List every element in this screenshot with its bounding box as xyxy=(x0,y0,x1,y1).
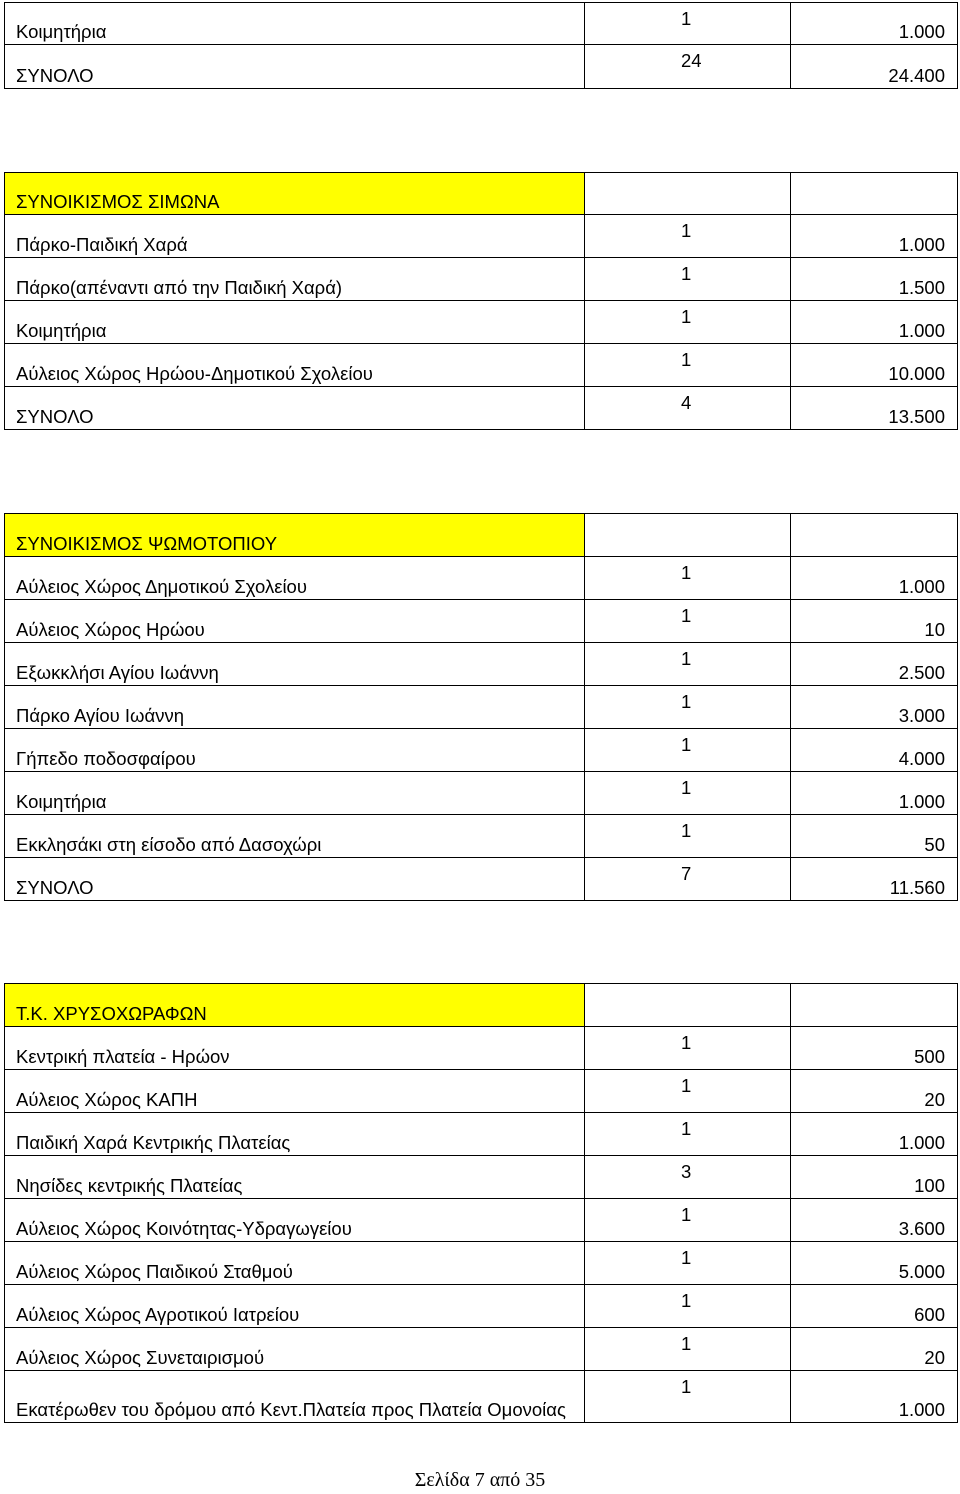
location-name: Αύλειος Χώρος Ηρώου xyxy=(5,600,585,643)
area-value: 3.600 xyxy=(791,1199,958,1242)
area-value: 11.560 xyxy=(791,858,958,901)
quantity: 1 xyxy=(585,1242,791,1285)
table-row xyxy=(5,215,958,258)
area-value: 20 xyxy=(791,1328,958,1371)
area-value: 4.000 xyxy=(791,729,958,772)
table-row xyxy=(5,815,958,858)
quantity: 1 xyxy=(585,1328,791,1371)
empty-cell xyxy=(791,514,958,557)
quantity: 4 xyxy=(585,387,791,430)
table-row xyxy=(5,1242,958,1285)
section-title: Τ.Κ. ΧΡΥΣΟΧΩΡΑΦΩΝ xyxy=(5,984,585,1027)
area-value: 1.000 xyxy=(791,772,958,815)
quantity: 1 xyxy=(585,772,791,815)
location-name: ΣΥΝΟΛΟ xyxy=(5,387,585,430)
table-row xyxy=(5,1027,958,1070)
area-value: 1.000 xyxy=(791,1371,958,1423)
location-name: Κοιμητήρια xyxy=(5,301,585,344)
area-value: 10.000 xyxy=(791,344,958,387)
table-row xyxy=(5,344,958,387)
location-name: Αύλειος Χώρος Κοινότητας-Υδραγωγείου xyxy=(5,1199,585,1242)
section-header-row xyxy=(5,173,958,215)
area-value: 500 xyxy=(791,1027,958,1070)
table-continued xyxy=(4,2,958,89)
table-synoikismos-psomotopiou xyxy=(4,513,958,901)
area-value: 1.000 xyxy=(791,301,958,344)
area-value: 1.000 xyxy=(791,1113,958,1156)
table-row xyxy=(5,258,958,301)
location-name: Εκατέρωθεν του δρόμου από Κεντ.Πλατεία προς Πλατεία Ομονοίας xyxy=(5,1371,585,1423)
quantity: 1 xyxy=(585,3,791,45)
empty-cell xyxy=(585,173,791,215)
quantity: 1 xyxy=(585,686,791,729)
location-name: Γήπεδο ποδοσφαίρου xyxy=(5,729,585,772)
area-value: 13.500 xyxy=(791,387,958,430)
table-row xyxy=(5,557,958,600)
empty-cell xyxy=(585,984,791,1027)
quantity: 1 xyxy=(585,1371,791,1423)
area-value: 5.000 xyxy=(791,1242,958,1285)
area-value: 1.000 xyxy=(791,3,958,45)
quantity: 1 xyxy=(585,301,791,344)
location-name: ΣΥΝΟΛΟ xyxy=(5,858,585,901)
table-row xyxy=(5,686,958,729)
section-header-row xyxy=(5,514,958,557)
table-row xyxy=(5,772,958,815)
table-row xyxy=(5,729,958,772)
area-value: 1.000 xyxy=(791,215,958,258)
location-name: Κοιμητήρια xyxy=(5,772,585,815)
area-value: 10 xyxy=(791,600,958,643)
page-number: Σελίδα 7 από 35 xyxy=(414,1469,546,1491)
table-row xyxy=(5,643,958,686)
table-row xyxy=(5,1328,958,1371)
quantity: 1 xyxy=(585,1285,791,1328)
area-value: 2.500 xyxy=(791,643,958,686)
table-row xyxy=(5,3,958,45)
section-header-row xyxy=(5,984,958,1027)
table-row xyxy=(5,301,958,344)
area-value: 1.000 xyxy=(791,557,958,600)
table-row xyxy=(5,45,958,89)
location-name: Αύλειος Χώρος ΚΑΠΗ xyxy=(5,1070,585,1113)
empty-cell xyxy=(791,984,958,1027)
table-row xyxy=(5,1113,958,1156)
table-row xyxy=(5,387,958,430)
location-name: Αύλειος Χώρος Παιδικού Σταθμού xyxy=(5,1242,585,1285)
location-name: Κοιμητήρια xyxy=(5,3,585,45)
location-name: Εξωκκλήσι Αγίου Ιωάννη xyxy=(5,643,585,686)
area-value: 1.500 xyxy=(791,258,958,301)
quantity: 1 xyxy=(585,1027,791,1070)
table-synoikismos-simona xyxy=(4,172,958,430)
location-name: Αύλειος Χώρος Δημοτικού Σχολείου xyxy=(5,557,585,600)
empty-cell xyxy=(791,173,958,215)
quantity: 1 xyxy=(585,344,791,387)
table-row xyxy=(5,1156,958,1199)
location-name: Παιδική Χαρά Κεντρικής Πλατείας xyxy=(5,1113,585,1156)
location-name: Πάρκο-Παιδική Χαρά xyxy=(5,215,585,258)
location-name: Νησίδες κεντρικής Πλατείας xyxy=(5,1156,585,1199)
location-name: Εκκλησάκι στη είσοδο από Δασοχώρι xyxy=(5,815,585,858)
location-name: Αύλειος Χώρος Ηρώου-Δημοτικού Σχολείου xyxy=(5,344,585,387)
table-row xyxy=(5,858,958,901)
location-name: ΣΥΝΟΛΟ xyxy=(5,45,585,89)
location-name: Πάρκο(απέναντι από την Παιδική Χαρά) xyxy=(5,258,585,301)
area-value: 50 xyxy=(791,815,958,858)
quantity: 24 xyxy=(585,45,791,89)
table-row xyxy=(5,1199,958,1242)
area-value: 3.000 xyxy=(791,686,958,729)
location-name: Πάρκο Αγίου Ιωάννη xyxy=(5,686,585,729)
location-name: Αύλειος Χώρος Συνεταιρισμού xyxy=(5,1328,585,1371)
table-tk-chrysochorafon xyxy=(4,983,958,1423)
quantity: 1 xyxy=(585,1070,791,1113)
table-row xyxy=(5,600,958,643)
quantity: 7 xyxy=(585,858,791,901)
area-value: 20 xyxy=(791,1070,958,1113)
table-row xyxy=(5,1070,958,1113)
quantity: 1 xyxy=(585,600,791,643)
table-row xyxy=(5,1285,958,1328)
quantity: 1 xyxy=(585,557,791,600)
section-title: ΣΥΝΟΙΚΙΣΜΟΣ ΣΙΜΩΝΑ xyxy=(5,173,585,215)
location-name: Αύλειος Χώρος Αγροτικού Ιατρείου xyxy=(5,1285,585,1328)
quantity: 1 xyxy=(585,729,791,772)
quantity: 1 xyxy=(585,258,791,301)
section-title: ΣΥΝΟΙΚΙΣΜΟΣ ΨΩΜΟΤΟΠΙΟΥ xyxy=(5,514,585,557)
quantity: 1 xyxy=(585,643,791,686)
quantity: 3 xyxy=(585,1156,791,1199)
area-value: 24.400 xyxy=(791,45,958,89)
location-name: Κεντρική πλατεία - Ηρώον xyxy=(5,1027,585,1070)
area-value: 600 xyxy=(791,1285,958,1328)
quantity: 1 xyxy=(585,1199,791,1242)
quantity: 1 xyxy=(585,215,791,258)
quantity: 1 xyxy=(585,1113,791,1156)
table-row xyxy=(5,1371,958,1423)
empty-cell xyxy=(585,514,791,557)
area-value: 100 xyxy=(791,1156,958,1199)
quantity: 1 xyxy=(585,815,791,858)
